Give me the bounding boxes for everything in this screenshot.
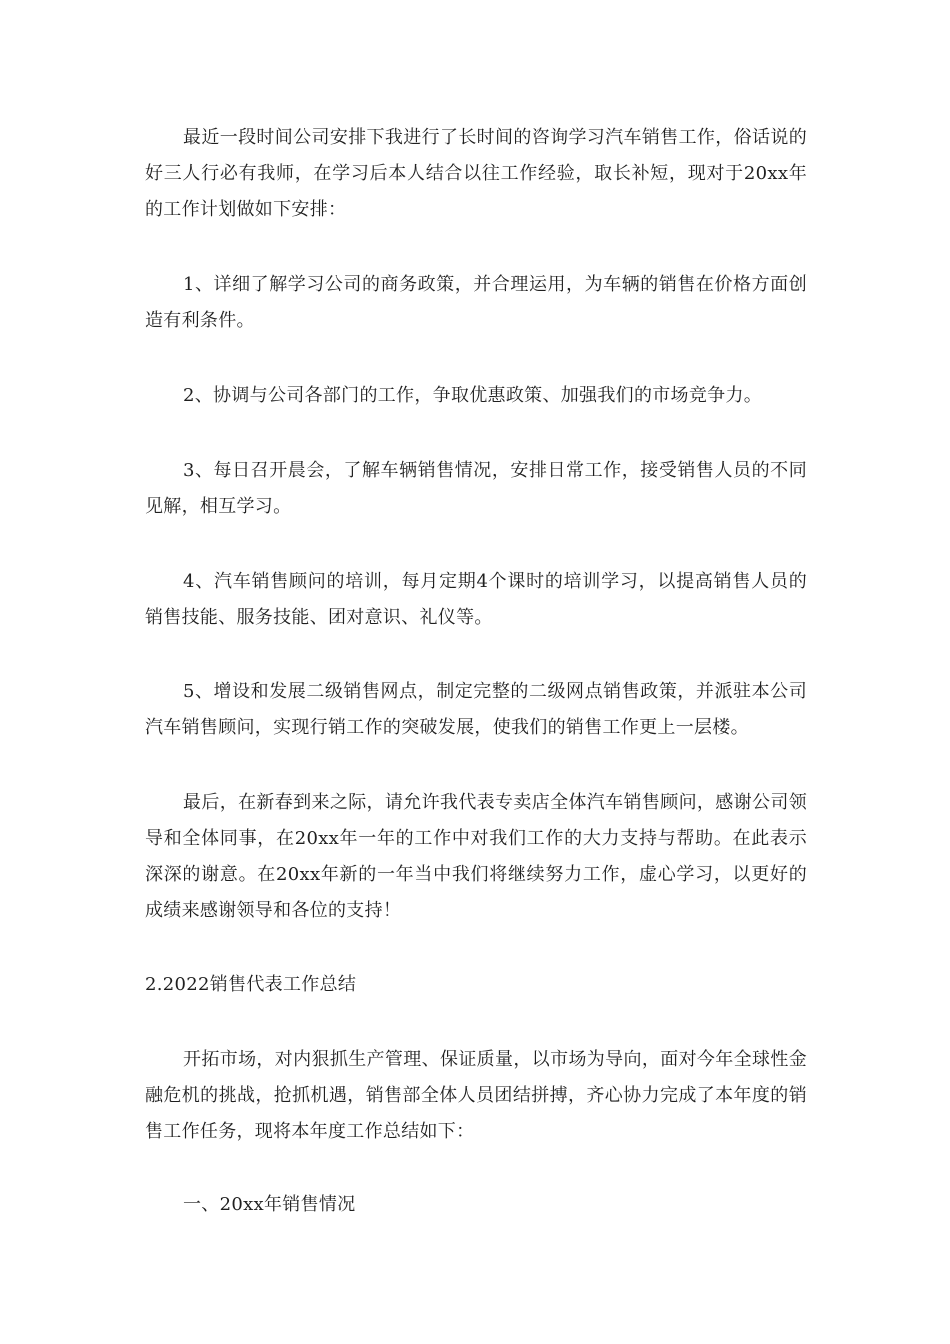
plan-item-4: 4、汽车销售顾问的培训，每月定期4个课时的培训学习，以提高销售人员的销售技能、服务技能、团对意识、礼仪等。 xyxy=(145,571,807,628)
subsection-heading: 一、20xx年销售情况 xyxy=(183,1194,356,1215)
plan-item-2: 2、协调与公司各部门的工作，争取优惠政策、加强我们的市场竞争力。 xyxy=(183,385,763,406)
plan-item-1: 1、详细了解学习公司的商务政策，并合理运用，为车辆的销售在价格方面创造有利条件。 xyxy=(145,274,807,331)
plan-item-5: 5、增设和发展二级销售网点，制定完整的二级网点销售政策，并派驻本公司汽车销售顾问，实现行销工作的突破发展，使我们的销售工作更上一层楼。 xyxy=(145,681,807,738)
section-heading: 2.2022销售代表工作总结 xyxy=(145,974,357,995)
plan-item-3: 3、每日召开晨会，了解车辆销售情况，安排日常工作，接受销售人员的不同见解，相互学习。 xyxy=(145,460,807,517)
intro-paragraph: 最近一段时间公司安排下我进行了长时间的咨询学习汽车销售工作，俗话说的好三人行必有我师，在学习后本人结合以往工作经验，取长补短，现对于20xx年的工作计划做如下安排： xyxy=(145,127,807,220)
closing-paragraph: 最后，在新春到来之际，请允许我代表专卖店全体汽车销售顾问，感谢公司领导和全体同事，在20xx年一年的工作中对我们工作的大力支持与帮助。在此表示深深的谢意。在20xx年新的一年当中我们将继续努力工作，虚心学习，以更好的成绩来感谢领导和各位的支持！ xyxy=(145,792,807,921)
summary-paragraph: 开拓市场，对内狠抓生产管理、保证质量，以市场为导向，面对今年全球性金融危机的挑战，抢抓机遇，销售部全体人员团结拼搏，齐心协力完成了本年度的销售工作任务，现将本年度工作总结如下： xyxy=(145,1049,807,1142)
